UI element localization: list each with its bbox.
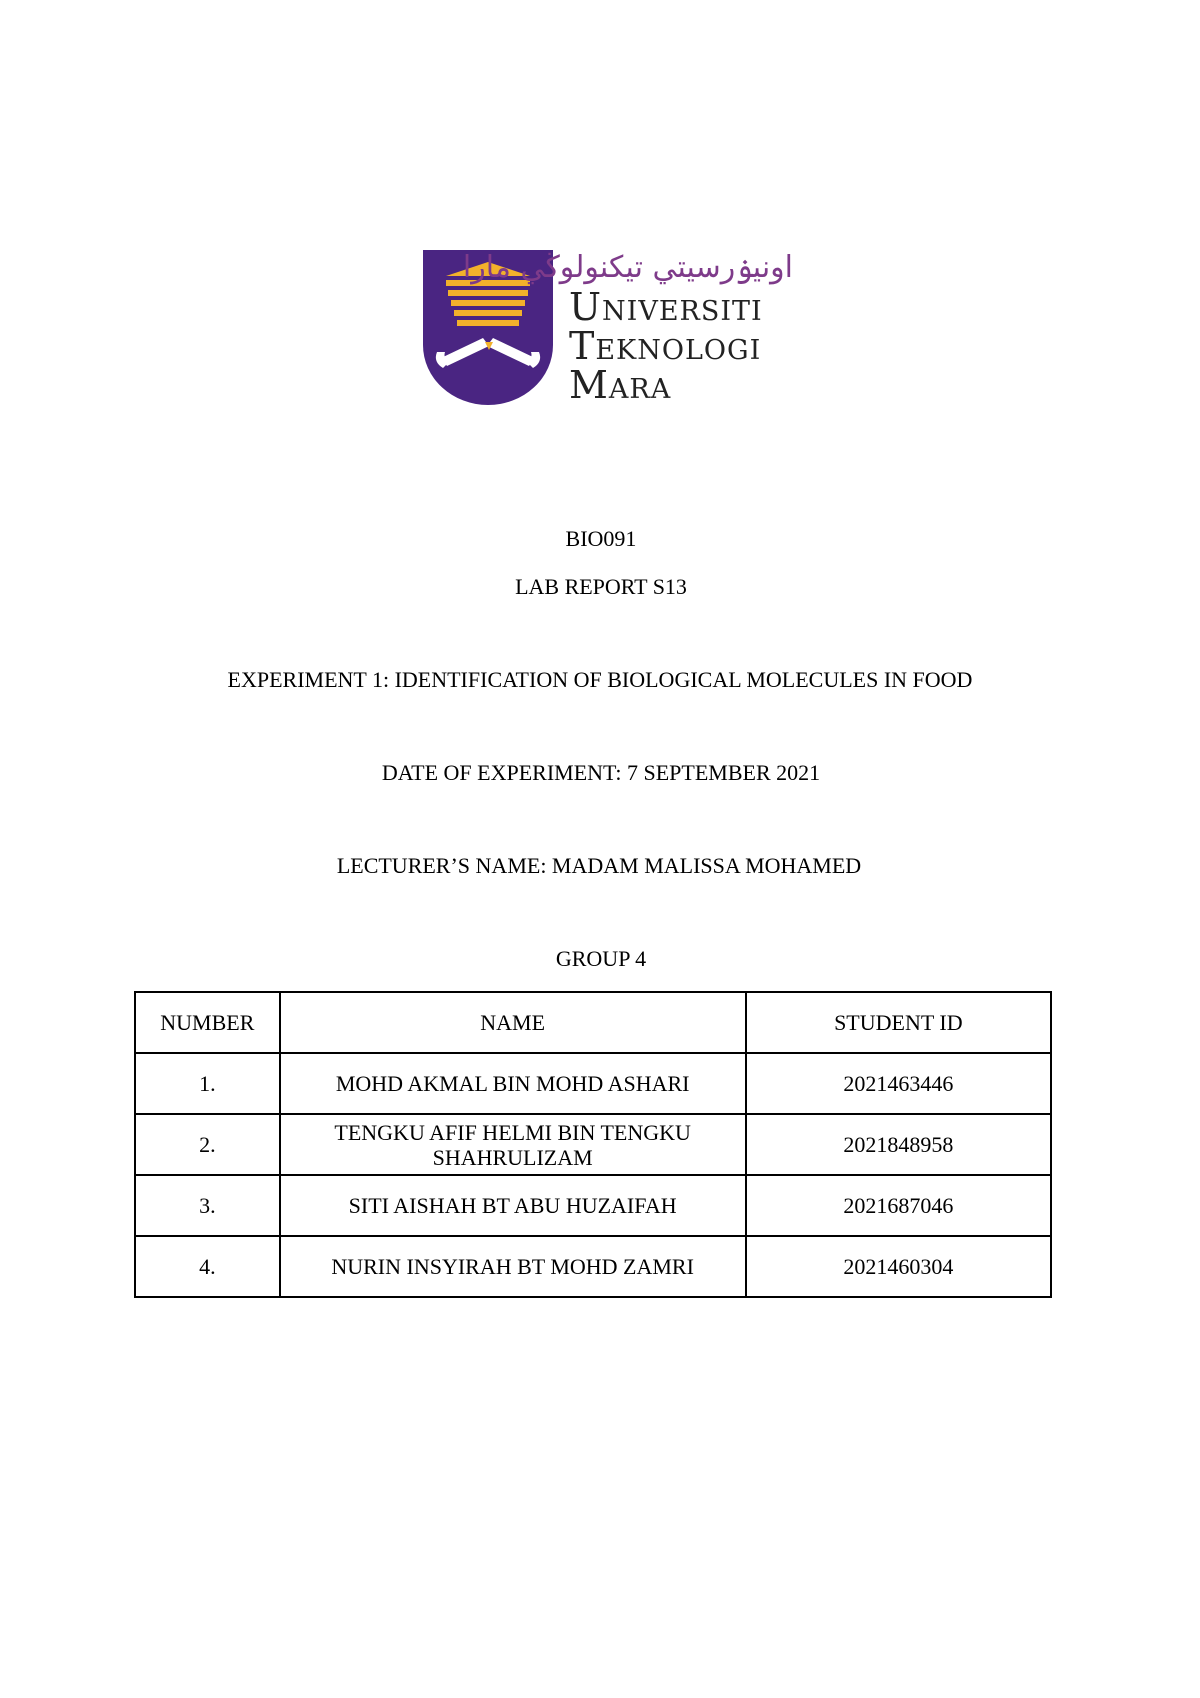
- university-logo: [423, 250, 793, 405]
- row-student-id: 2021460304: [746, 1236, 1051, 1297]
- logo-name-line-3: Mara: [569, 363, 672, 407]
- row-name: SITI AISHAH BT ABU HUZAIFAH: [280, 1175, 746, 1236]
- table-row: [135, 1114, 1051, 1175]
- logo-name-line-1: Universiti: [569, 285, 763, 329]
- row-name: TENGKU AFIF HELMI BIN TENGKU SHAHRULIZAM: [280, 1114, 746, 1175]
- row-name: MOHD AKMAL BIN MOHD ASHARI: [280, 1053, 746, 1114]
- logo-jawi-text: اونيۏرسيتي تيكنولوڬي مارا: [462, 250, 793, 285]
- header-student-id: STUDENT ID: [746, 992, 1051, 1053]
- table-header-row: [135, 992, 1051, 1053]
- header-number: NUMBER: [135, 992, 280, 1053]
- lecturer-name: LECTURER’S NAME: MADAM MALISSA MOHAMED: [336, 853, 862, 878]
- row-number: 4.: [135, 1236, 280, 1297]
- report-title: LAB REPORT S13: [515, 574, 687, 599]
- experiment-date: DATE OF EXPERIMENT: 7 SEPTEMBER 2021: [381, 760, 821, 785]
- row-student-id: 2021687046: [746, 1175, 1051, 1236]
- course-code: BIO091: [565, 526, 637, 551]
- table-row: [135, 1053, 1051, 1114]
- table-row: [135, 1175, 1051, 1236]
- experiment-title: EXPERIMENT 1: IDENTIFICATION OF BIOLOGICAL MOLECULES IN FOOD: [227, 667, 973, 692]
- row-number: 2.: [135, 1114, 280, 1175]
- row-student-id: 2021463446: [746, 1053, 1051, 1114]
- row-number: 1.: [135, 1053, 280, 1114]
- row-student-id: 2021848958: [746, 1114, 1051, 1175]
- header-name: NAME: [280, 992, 746, 1053]
- members-table: [134, 991, 1052, 1298]
- row-number: 3.: [135, 1175, 280, 1236]
- row-name: NURIN INSYIRAH BT MOHD ZAMRI: [280, 1236, 746, 1297]
- logo-name-line-2: Teknologi: [569, 324, 762, 368]
- group-label: GROUP 4: [555, 946, 647, 971]
- table-row: [135, 1236, 1051, 1297]
